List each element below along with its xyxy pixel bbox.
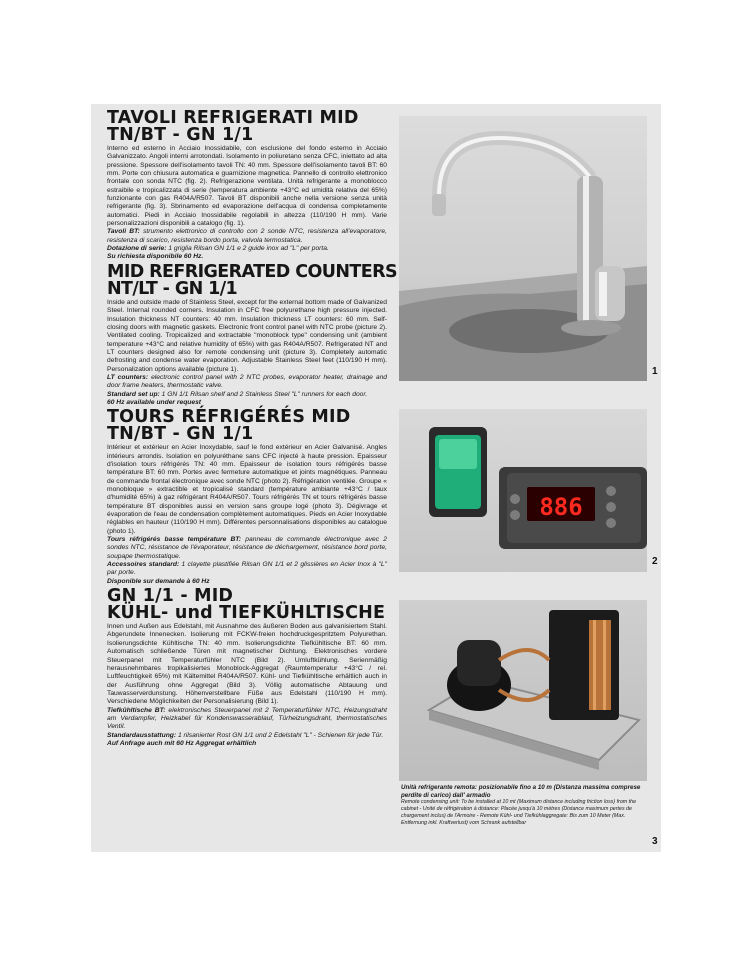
photo-number: 3: [652, 836, 658, 847]
section-body: Inside and outside made of Stainless Steel, except for the external bottom made of Galvanized Steel. Internal rounded corners. Insulation in CFC free polyurethane high pressure injected. Insulation thickness NT counters: 40 mm. Insulation thickness LT counters: 60 mm. Self-closing doors with magnetic gaskets. Electronic front control panel with NTC probe (picture 2). Ventilated cooling. Tropicalized and extractable "monoblock type" condensing unit (ambient temperature +43°C and relative humidity of 65%) with gas R404A/R507. Refrigerated NT and LT counters designed also for remote condensing unit (picture 3). Completely automatic defrosting and condense water evaporation. Adjustable Stainless Steel feet (110/190 H mm). Personalization options available (picture 1). LT counters: electronic control panel with 2 NTC probes, evaporator heater, drainage and door frame heaters, thermostatic valve. Standard set up: 1 GN 1/1 Rilsan shelf and 2 Stainless Steel "L" runners for each door. 60 Hz available under request: [107, 298, 388, 406]
photo-condensing-unit: [399, 600, 647, 781]
section-body: Interno ed esterno in Acciaio Inossidabile, con esclusione del fondo esterno in Acciaio Galvanizzato. Angoli interni arrotondati. Isolamento in poliuretano senza CFC, iniettato ad alta pressione. Spessore dell'isolamento tavoli TN: 40 mm. Spessore dell'isolamento tavoli BT: 60 mm. Porte con chiusura automatica e guarnizione magnetica. Pannello di controllo elettronico frontale con sonda NTC (fig. 2). Refrigerazione ventilata. Unità refrigerante a monoblocco estraibile e tropicalizzata di serie (temperatura ambiente +43°C ed umidità relativa del 65%) funzionante con gas R404A/R507. Tavoli BT disponibili anche nella versione senza unità refrigerante (fig. 3). Sbrinamento ed evaporazione dell'acqua di condensa completamente automatici. Piedi in Acciaio Inossidabile regolabili in altezza (110/190 H mm). Varie personalizzazioni disponibili a catalogo (fig. 1). Tavoli BT: strumento elettronico di controllo con 2 sonde NTC, resistenza all'evaporatore, resistenza di scarico, resistenza bordo porta, valvola termostatica. Dotazione di serie: 1 griglia Rilsan GN 1/1 e 2 guide inox ad "L" per porta. Su richiesta disponibile 60 Hz.: [107, 145, 387, 261]
photo-number: 1: [652, 366, 658, 377]
section-title: MID REFRIGERATED COUNTERS NT/LT - GN 1/1: [107, 261, 397, 299]
section-german: [107, 588, 387, 748]
caption-italian: Unità refrigerante remota: posizionabile fino a 10 m (Distanza massima comprese perdite di carico) dall' armadio: [401, 784, 641, 799]
section-body: Innen und Außen aus Edelstahl, mit Ausnahme des äußeren Boden aus galvanisiertem Stahl. Abgerundete Innenecken. Isolierung mit FCKW-freien hochdruckgespritztem Polyurethan. Isolierungsdichte Kühltische TN: 40 mm. Isolierungsdichte Tiefkühltische BT: 60 mm. Automatisch schließende Türen mit magnetischer Dichtung. Elektronisches vordere Steuerpanel mit Temperaturfühler NTC (Bild 2). Umluftkühlung. Serienmäßig herausnehmbares tropikalisiertes Monoblock-Aggregat (Raumtemperatur +43°C / rel. Luftfeuchtigkeit 65%) mit Kältemittel R404A/R507. Kühl- und Tiefkühltische erhältlich auch in der Ausführung ohne Aggregat (Bild 3). Völlig automatische Abtauung und Tauwasserverdunstung. Höhenverstellbare Füße aus Edelstahl (110/190 H mm). Verschiedene Möglichkeiten der Personalisierung (Bild 1). Tiefkühltische BT: elektronisches Steuerpanel mit 2 Temperaturfühler NTC, Heizungsdraht am Verdampfer, Heizkabel für Kondenswasserablauf, Türheizungsdraht, thermostatisches Ventil. Standardausstattung: 1 rilsanierter Rost GN 1/1 und 2 Edelstahl "L" - Schienen für jede Tür. Auf Anfrage auch mit 60 Hz Aggregat erhältlich: [107, 623, 388, 747]
section-french: [107, 409, 387, 586]
faucet-illustration: [399, 116, 647, 381]
section-title: GN 1/1 - MID KÜHL- und TIEFKÜHLTISCHE: [107, 586, 386, 624]
section-english: [107, 261, 397, 407]
photo-faucet: [399, 116, 647, 381]
section-body: Intérieur et extérieur en Acier Inoxydable, sauf le fond extérieur en Acier Galvanisé. Angles intérieurs arrondis. Isolation en polyuréthane sans CFC injecté à haute pression. Epaisseur d'isolation tours réfrigérés TN: 40 mm. Epaisseur de isolation tours réfrigérés basse température BT: 60 mm. Portes avec fermeture automatique et joints magnétiques. Panneau de commande frontal électronique avec sonde NTC (photo 2). Réfrigération ventilée. Groupe « monobloque » extractible et tropicalisé standard (température ambiante +43°C / taux d'humidité 65%) à gaz réfrigérant R404A/R507. Tours réfrigérés TN et tours réfrigérés basse température BT disponibles aussi en version sans groupe logé (photo 3). Dégivrage et évaporation de l'eau de condensation complètement automatiques. Pieds en Acier Inoxydable réglables en hauteur (110/190 H mm). Différentes personnalisations disponibles au catalogue (photo 1). Tours réfrigérés basse température BT: panneau de commande électronique avec 2 sondes NTC, résistance de l'évaporateur, résistance de déchargement, résistance bord porte, soupape thermostatique. Accessoires standard: 1 clayette plastifiée Rilsan GN 1/1 et 2 glissières en Acier Inox à "L" par porte. Disponible sur demande à 60 Hz: [107, 444, 387, 585]
section-title: TAVOLI REFRIGERATI MID TN/BT - GN 1/1: [107, 108, 359, 145]
control-panel-illustration: [399, 409, 647, 572]
text-column: [107, 108, 397, 750]
photo-number: 2: [652, 556, 658, 567]
section-italian: [107, 110, 387, 262]
section-title: TOURS RÉFRIGÉRÉS MID TN/BT - GN 1/1: [107, 407, 351, 445]
temperature-display: 886: [539, 493, 583, 521]
condensing-unit-illustration: [399, 600, 647, 781]
photo-caption: [401, 784, 647, 827]
photo-control-panel: [399, 409, 647, 572]
caption-multilang: Remote condensing unit: To be installed at 10 mt (Maximum distance including friction loss) from the cabinet - Unité de réfrigération à distance: Placée jusqu'à 10 mètres (Distance maximum pertes de chargement inclus) de l'Armoire - Remote Kühl- und Tiefkühlaggregate: Bis zum 10 Meter (Max. Entfernung inkl. Kraftverlust) vom Schrank aufstellbar: [401, 799, 637, 827]
